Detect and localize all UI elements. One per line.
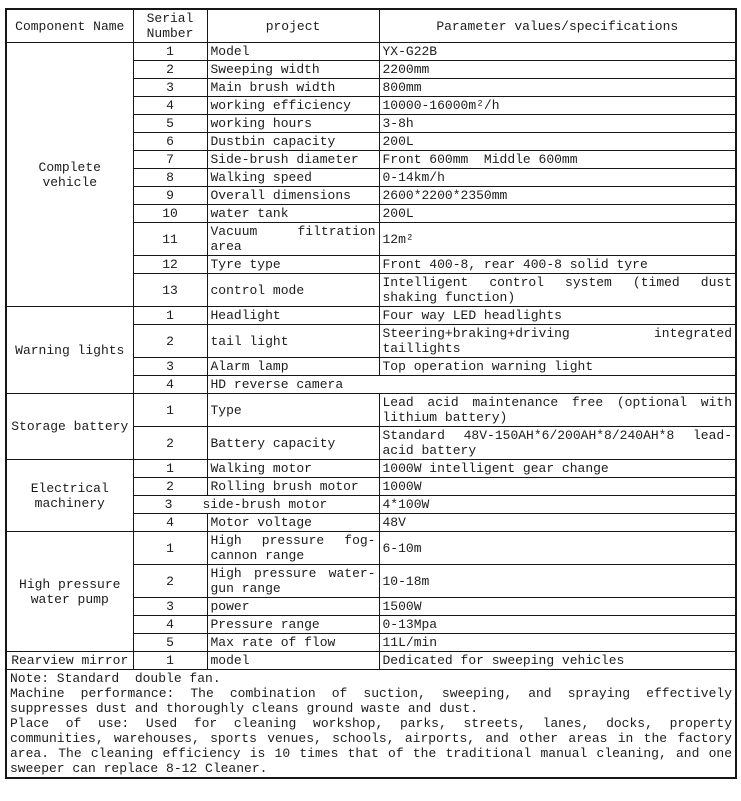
serial-number-cell: 13	[133, 274, 207, 307]
project-cell: working efficiency	[207, 97, 379, 115]
table-row	[6, 460, 736, 478]
project-label: side-brush motor	[202, 497, 328, 512]
parameter-cell: 10-18m	[379, 565, 736, 598]
project-cell: Sweeping width	[207, 61, 379, 79]
project-cell: High pressure water-gun range	[207, 565, 379, 598]
project-cell: HD reverse camera	[207, 376, 736, 394]
serial-number: 3	[164, 497, 173, 512]
parameter-cell: Top operation warning light	[379, 358, 736, 376]
serial-number-cell: 2	[133, 478, 207, 496]
serial-number-cell: 9	[133, 187, 207, 205]
project-cell: Walking speed	[207, 169, 379, 187]
serial-number-cell: 1	[133, 43, 207, 61]
notes-row	[6, 670, 736, 779]
header-component-name: Component Name	[6, 9, 133, 43]
project-cell: Walking motor	[207, 460, 379, 478]
parameter-cell: 800mm	[379, 79, 736, 97]
parameter-cell: 1000W intelligent gear change	[379, 460, 736, 478]
project-cell: Motor voltage	[207, 514, 379, 532]
project-cell: Max rate of flow	[207, 634, 379, 652]
parameter-cell: 3-8h	[379, 115, 736, 133]
parameter-cell: Dedicated for sweeping vehicles	[379, 652, 736, 670]
project-cell: tail light	[207, 325, 379, 358]
project-cell: Tyre type	[207, 256, 379, 274]
component-name-cell: Storage battery	[6, 394, 133, 460]
project-cell: Side-brush diameter	[207, 151, 379, 169]
project-cell: Pressure range	[207, 616, 379, 634]
component-name-cell: Warning lights	[6, 307, 133, 394]
serial-number-cell: 4	[133, 97, 207, 115]
note-standard: Note: Standard double fan.	[10, 671, 221, 686]
parameter-cell: 2200mm	[379, 61, 736, 79]
parameter-cell: 200L	[379, 205, 736, 223]
project-cell: power	[207, 598, 379, 616]
parameter-cell: Intelligent control system (timed dust shaking function)	[379, 274, 736, 307]
parameter-cell: Steering+braking+driving integrated taillights	[379, 325, 736, 358]
header-row	[6, 9, 736, 43]
serial-number-cell: 1	[133, 307, 207, 325]
serial-number-cell: 5	[133, 634, 207, 652]
parameter-cell: Lead acid maintenance free (optional with lithium battery)	[379, 394, 736, 427]
serial-number-cell: 1	[133, 532, 207, 565]
table-row	[6, 307, 736, 325]
component-name-cell: Electrical machinery	[6, 460, 133, 532]
table-row	[6, 394, 736, 427]
project-cell: water tank	[207, 205, 379, 223]
serial-number-cell: 5	[133, 115, 207, 133]
project-cell: model	[207, 652, 379, 670]
note-machine-performance: Machine performance: The combination of suction, sweeping, and spraying effectively suppresses dust and thoroughly cleans ground waste and dust.	[10, 686, 732, 716]
parameter-cell: 1500W	[379, 598, 736, 616]
project-cell: Main brush width	[207, 79, 379, 97]
serial-number-cell: 4	[133, 514, 207, 532]
serial-number-cell: 1	[133, 460, 207, 478]
project-cell: Vacuum filtration area	[207, 223, 379, 256]
parameter-cell: Four way LED headlights	[379, 307, 736, 325]
serial-number-cell: 12	[133, 256, 207, 274]
header-project: project	[207, 9, 379, 43]
table-row	[6, 652, 736, 670]
parameter-cell: Front 400-8, rear 400-8 solid tyre	[379, 256, 736, 274]
parameter-cell: Standard 48V-150AH*6/200AH*8/240AH*8 lead-acid battery	[379, 427, 736, 460]
notes-section	[6, 670, 736, 779]
parameter-cell: Front 600mm Middle 600mm	[379, 151, 736, 169]
component-name-cell: Complete vehicle	[6, 43, 133, 307]
serial-number-cell: 1	[133, 394, 207, 427]
project-cell: Overall dimensions	[207, 187, 379, 205]
parameter-cell: 6-10m	[379, 532, 736, 565]
parameter-cell: YX-G22B	[379, 43, 736, 61]
parameter-cell: 48V	[379, 514, 736, 532]
serial-number-cell: 4	[133, 376, 207, 394]
component-name-cell: High pressure water pump	[6, 532, 133, 652]
serial-number-cell: 3	[133, 79, 207, 97]
project-cell: High pressure fog-cannon range	[207, 532, 379, 565]
parameter-cell: 10000-16000m²/h	[379, 97, 736, 115]
header-serial-number: Serial Number	[133, 9, 207, 43]
serial-number-cell: 2	[133, 61, 207, 79]
serial-number-cell: 2	[133, 427, 207, 460]
table-row	[6, 43, 736, 61]
parameter-cell: 0-13Mpa	[379, 616, 736, 634]
serial-number-cell: 2	[133, 565, 207, 598]
serial-project-merged-cell	[133, 496, 379, 514]
header-parameter: Parameter values/specifications	[379, 9, 736, 43]
serial-number-cell: 4	[133, 616, 207, 634]
project-cell: control mode	[207, 274, 379, 307]
project-cell: Type	[207, 394, 379, 427]
parameter-cell: 0-14km/h	[379, 169, 736, 187]
project-cell: Headlight	[207, 307, 379, 325]
serial-number-cell: 7	[133, 151, 207, 169]
serial-number-cell: 10	[133, 205, 207, 223]
note-place-of-use: Place of use: Used for cleaning workshop, parks, streets, lanes, docks, property communities, warehouses, sports venues, schools, airports, and other areas in the factory area. The cleaning efficiency is 10 times that of the traditional manual cleaning, and one sweeper can replace 8-12 Cleaner.	[10, 716, 732, 776]
project-cell: Rolling brush motor	[207, 478, 379, 496]
parameter-cell: 11L/min	[379, 634, 736, 652]
serial-number-cell: 8	[133, 169, 207, 187]
parameter-cell: 2600*2200*2350mm	[379, 187, 736, 205]
table-row	[6, 532, 736, 565]
serial-number-cell: 1	[133, 652, 207, 670]
component-name-cell: Rearview mirror	[6, 652, 133, 670]
serial-number-cell: 3	[133, 358, 207, 376]
project-cell: Battery capacity	[207, 427, 379, 460]
parameter-cell: 200L	[379, 133, 736, 151]
project-cell: Alarm lamp	[207, 358, 379, 376]
serial-number-cell: 3	[133, 598, 207, 616]
parameter-cell: 4*100W	[379, 496, 736, 514]
spec-table	[5, 8, 737, 779]
serial-number-cell: 6	[133, 133, 207, 151]
project-cell: Model	[207, 43, 379, 61]
spec-table-body	[6, 43, 736, 670]
project-cell: Dustbin capacity	[207, 133, 379, 151]
serial-number-cell: 2	[133, 325, 207, 358]
parameter-cell: 12m²	[379, 223, 736, 256]
parameter-cell: 1000W	[379, 478, 736, 496]
project-cell: working hours	[207, 115, 379, 133]
serial-number-cell: 11	[133, 223, 207, 256]
